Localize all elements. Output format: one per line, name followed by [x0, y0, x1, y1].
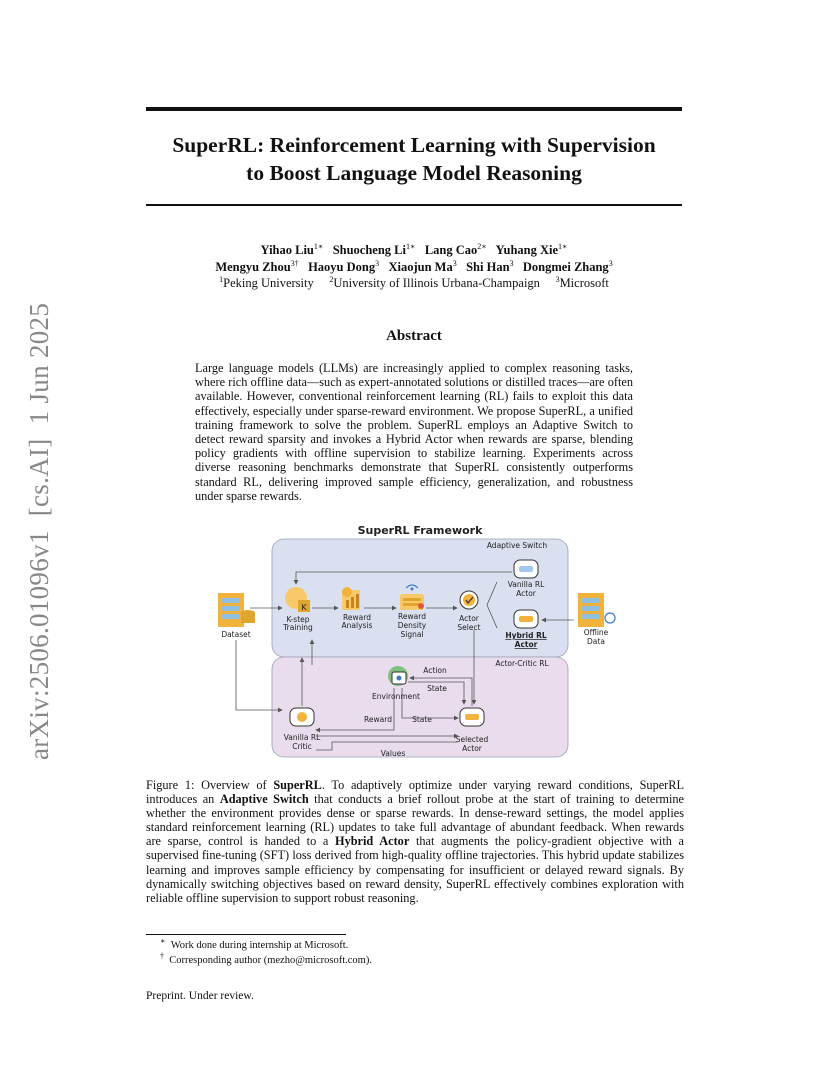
vanilla-actor-label-2: Actor	[516, 589, 536, 598]
environment-icon	[388, 666, 408, 686]
author: Dongmei Zhang$^3$	[522, 258, 613, 274]
figure-caption: Figure 1: Overview of SuperRL. To adaptively optimize under varying reward conditions, SuperRL introduces an Adaptive Switch that conducts a brief rollout probe at the start of training to determine whether the environment provides dense or sparse rewards. In dense-reward settings, the model applies standard reinforcement learning (RL) updates to take full advantage of abundant feedback. When rewards are sparse, control is handed to a Hybrid Actor that augments the policy-gradient objective with a supervised fine-tuning (SFT) loss derived from high-quality offline trajectories. This hybrid update stabilizes learning and improves sample efficiency by compensating for insufficient or delayed reward signals. By dynamically switching objectives based on reward density, SuperRL effectively combines exploration with reliable offline supervision to support robust reasoning.	[146, 778, 685, 905]
author: Lang Cao$^{2∗}$	[424, 241, 487, 257]
affiliation: University of Illinois Urbana-Champaign	[333, 276, 540, 290]
author: Shuocheng $Li^{1∗}$	[332, 241, 416, 257]
author-line-2	[120, 259, 708, 276]
footnote-2: † Corresponding author (mezho@microsoft.com).	[160, 951, 372, 966]
svg-text:K: K	[301, 603, 307, 612]
affiliation: Peking University	[223, 276, 314, 290]
reward-analysis-label-2: Analysis	[341, 621, 373, 630]
abstract-body: Large language models (LLMs) are increasingly applied to complex reasoning tasks, where rich offline data—such as expert-annotated solutions or distilled traces—are often available. However, conventional reinforcement learning (RL) fails to exploit this data effectively, especially under sparse-reward environment. We propose SuperRL, a unified training framework to solve the problem. SuperRL employs an Adaptive Switch to detect reward sparsity and invokes a Hybrid Actor when rewards are sparse, blending policy gradients with offline supervision to stabilize learning. Experiments across diverse reasoning benchmarks demonstrate that SuperRL consistently outperforms standard RL, delivering improved sample efficiency, generalization, and robustness under sparse rewards.	[195, 361, 633, 503]
title-top-rule	[146, 107, 682, 111]
actor-select-label-2: Select	[457, 623, 481, 632]
adaptive-switch-label: Adaptive Switch	[486, 541, 548, 550]
footnote-1: ∗ Work done during internship at Microsoft.	[160, 936, 349, 951]
hybrid-actor-icon	[514, 610, 538, 628]
vanilla-critic-label-1: Vanilla RL	[283, 733, 321, 742]
offline-data-label-2: Data	[587, 637, 605, 646]
preprint-note: Preprint. Under review.	[146, 990, 254, 1002]
reward-analysis-icon	[342, 587, 360, 610]
title-line-1: SuperRL: Reinforcement Learning with Supervision	[172, 133, 656, 157]
framework-figure	[212, 520, 632, 760]
author: Xiaojun Ma$^3$	[388, 258, 457, 274]
vanilla-critic-label-2: Critic	[292, 742, 312, 751]
author: Haoyu Dong$^3$	[308, 258, 380, 274]
title-line-2: to Boost Language Model Reasoning	[246, 161, 582, 185]
arxiv-stamp: arXiv:2506.01096v1 [cs.AI] 1 Jun 2025	[24, 302, 54, 760]
selected-actor-icon	[460, 708, 484, 726]
author: Yihao Liu$^{1∗}$	[260, 241, 324, 257]
k-step-label-2: Training	[283, 623, 313, 632]
author: Shi Han$^3$	[466, 258, 514, 274]
vanilla-actor-label-1: Vanilla RL	[507, 580, 545, 589]
actor-select-label-1: Actor	[459, 614, 479, 623]
state-top-label: State	[427, 684, 447, 693]
reward-label: Reward	[364, 715, 392, 724]
vanilla-actor-icon	[514, 560, 538, 578]
values-label: Values	[380, 749, 406, 758]
actor-select-icon	[460, 591, 478, 609]
dataset-icon	[218, 593, 255, 627]
affiliations: $^1$Peking University $^2$University of Illinois Urbana-Champaign $^3$Microsoft	[219, 274, 609, 290]
title-bottom-rule	[146, 204, 682, 206]
hybrid-actor-label-1: Hybrid RL	[505, 631, 547, 640]
abstract-heading: Abstract	[386, 328, 442, 344]
author-line-1	[120, 242, 708, 259]
reward-analysis-label-1: Reward	[343, 613, 371, 622]
state-mid-label: State	[412, 715, 432, 724]
dataset-label: Dataset	[221, 630, 251, 639]
vanilla-critic-icon	[290, 708, 314, 726]
footnote-rule	[146, 934, 346, 935]
figure-title: SuperRL Framework	[357, 524, 483, 537]
offline-data-label-1: Offline	[583, 628, 609, 637]
selected-actor-label-1: Selected	[455, 735, 489, 744]
reward-density-label-2: Density	[397, 621, 427, 630]
environment-label: Environment	[372, 692, 420, 701]
action-label: Action	[423, 666, 447, 675]
author: Yuhang Xie$^{1∗}$	[495, 241, 568, 257]
paper-title	[140, 131, 688, 187]
affiliation: Microsoft	[559, 276, 609, 290]
reward-density-label-1: Reward	[398, 612, 426, 621]
selected-actor-label-2: Actor	[462, 744, 482, 753]
k-step-label-1: K-step	[286, 615, 310, 624]
author: Mengyu Zhou$^{3\dagger}$	[215, 258, 299, 274]
actor-critic-label: Actor-Critic RL	[495, 659, 549, 668]
hybrid-actor-label-2: Actor	[514, 640, 538, 649]
reward-density-label-3: Signal	[400, 630, 424, 639]
offline-data-icon	[578, 593, 615, 627]
